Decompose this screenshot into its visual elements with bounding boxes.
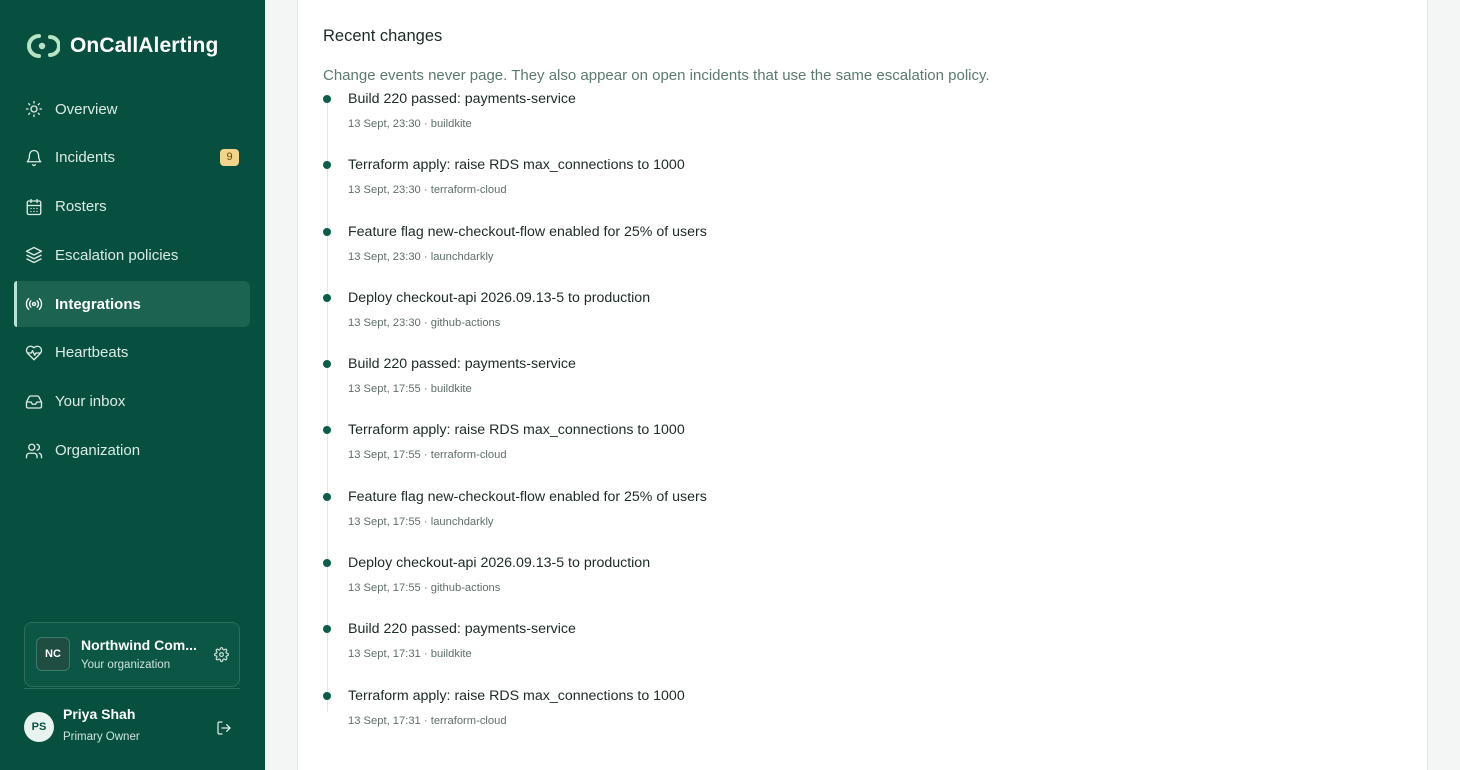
event-title: Deploy checkout-api 2026.09.13-5 to production	[348, 289, 651, 306]
event-title: Deploy checkout-api 2026.09.13-5 to production	[348, 555, 651, 572]
inbox-icon	[25, 393, 43, 411]
user-role: Primary Owner	[63, 731, 140, 743]
incident-count-badge: 9	[220, 149, 239, 166]
event-title: Terraform apply: raise RDS max_connections to 1000	[348, 422, 685, 439]
org-subtitle: Your organization	[81, 659, 171, 671]
list-item	[321, 353, 1221, 419]
sun-icon	[25, 100, 43, 118]
sidebar-divider	[24, 688, 240, 689]
list-item	[321, 552, 1221, 618]
list-item	[321, 287, 1221, 353]
brand[interactable]	[26, 33, 218, 59]
list-item	[321, 419, 1221, 485]
timeline-dot	[323, 95, 331, 103]
list-item	[321, 154, 1221, 220]
event-meta: 13 Sept, 17:55 · terraform-cloud	[348, 449, 507, 462]
event-title: Build 220 passed: payments-service	[348, 621, 576, 638]
sidebar-item-label: Your inbox	[55, 393, 126, 411]
list-item	[321, 486, 1221, 552]
event-meta: 13 Sept, 17:31 · buildkite	[348, 648, 472, 661]
event-title: Feature flag new-checkout-flow enabled for 25% of users	[348, 488, 707, 505]
user-profile	[24, 704, 240, 754]
sidebar-item-integrations[interactable]	[14, 281, 250, 327]
sidebar-item-rosters[interactable]	[14, 184, 250, 230]
sidebar-nav	[14, 86, 250, 476]
logout-icon[interactable]	[216, 720, 232, 736]
timeline-dot	[323, 625, 331, 633]
broadcast-icon	[25, 295, 43, 313]
sidebar-item-label: Incidents	[55, 149, 116, 167]
sidebar-item-your-inbox[interactable]	[14, 379, 250, 425]
change-timeline	[321, 88, 1221, 751]
gear-icon[interactable]	[214, 647, 229, 662]
users-icon	[25, 442, 43, 460]
timeline-dot	[323, 228, 331, 236]
sidebar	[0, 0, 265, 770]
sidebar-item-overview[interactable]	[14, 86, 250, 132]
sidebar-item-incidents[interactable]	[14, 135, 250, 181]
event-title: Build 220 passed: payments-service	[348, 356, 576, 373]
event-title: Terraform apply: raise RDS max_connections to 1000	[348, 687, 685, 704]
event-meta: 13 Sept, 23:30 · buildkite	[348, 118, 472, 130]
section-description: Change events never page. They also appear on open incidents that use the same escalation policy.	[323, 67, 990, 84]
event-meta: 13 Sept, 23:30 · launchdarkly	[348, 250, 494, 263]
org-name: Northwind Com...	[81, 637, 197, 653]
timeline-dot	[323, 360, 331, 368]
timeline-dot	[323, 493, 331, 501]
heart-pulse-icon	[25, 344, 43, 362]
sidebar-item-label: Integrations	[55, 295, 141, 313]
organization-switcher[interactable]	[24, 622, 240, 687]
avatar: PS	[24, 712, 54, 742]
list-item	[321, 88, 1221, 154]
event-meta: 13 Sept, 23:30 · github-actions	[348, 316, 501, 329]
logo-icon	[26, 33, 60, 59]
timeline-dot	[323, 559, 331, 567]
event-meta: 13 Sept, 17:55 · launchdarkly	[348, 515, 494, 528]
layers-icon	[25, 246, 43, 264]
event-title: Terraform apply: raise RDS max_connections to 1000	[348, 157, 685, 174]
timeline-dot	[323, 294, 331, 302]
sidebar-item-escalation-policies[interactable]	[14, 232, 250, 278]
sidebar-item-label: Organization	[55, 442, 141, 460]
section-title: Recent changes	[323, 27, 443, 45]
org-avatar: NC	[36, 637, 70, 671]
event-title: Build 220 passed: payments-service	[348, 91, 576, 107]
list-item	[321, 685, 1221, 751]
bell-icon	[25, 149, 43, 167]
event-title: Feature flag new-checkout-flow enabled for 25% of users	[348, 223, 707, 240]
event-meta: 13 Sept, 23:30 · terraform-cloud	[348, 184, 507, 197]
timeline-dot	[323, 161, 331, 169]
recent-changes-panel	[297, 0, 1428, 770]
sidebar-item-label: Rosters	[55, 198, 107, 216]
event-meta: 13 Sept, 17:31 · terraform-cloud	[348, 714, 507, 727]
app-name: OnCallAlerting	[70, 34, 219, 57]
event-meta: 13 Sept, 17:55 · buildkite	[348, 383, 472, 396]
sidebar-item-label: Heartbeats	[55, 344, 129, 362]
list-item	[321, 221, 1221, 287]
list-item	[321, 618, 1221, 684]
user-name: Priya Shah	[63, 706, 136, 722]
timeline-dot	[323, 426, 331, 434]
calendar-icon	[25, 198, 43, 216]
sidebar-item-heartbeats[interactable]	[14, 330, 250, 376]
sidebar-item-organization[interactable]	[14, 428, 250, 474]
sidebar-item-label: Overview	[55, 100, 118, 118]
timeline-dot	[323, 692, 331, 700]
event-meta: 13 Sept, 17:55 · github-actions	[348, 582, 501, 595]
sidebar-item-label: Escalation policies	[55, 246, 179, 264]
